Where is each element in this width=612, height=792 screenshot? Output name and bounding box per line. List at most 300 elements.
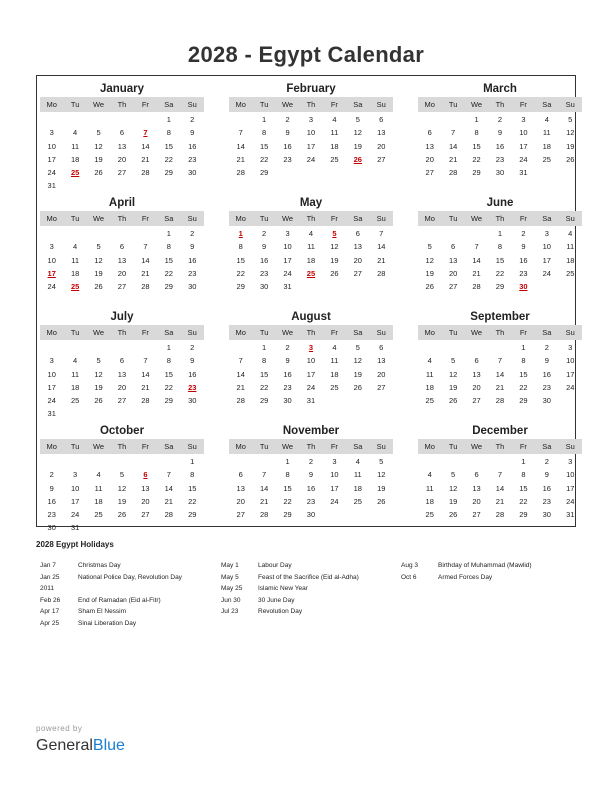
day-cell[interactable]: 24 <box>519 154 528 164</box>
day-cell[interactable]: 21 <box>448 154 458 164</box>
day-cell[interactable]: 12 <box>94 141 103 151</box>
day-cell[interactable]: 7 <box>166 470 171 480</box>
day-cell[interactable]: 8 <box>262 128 267 138</box>
day-cell[interactable]: 18 <box>70 382 80 392</box>
day-cell[interactable]: 12 <box>353 356 362 366</box>
day-cell[interactable]: 4 <box>355 457 360 466</box>
day-cell[interactable]: 29 <box>283 510 292 520</box>
day-cell[interactable]: 29 <box>259 168 269 178</box>
day-cell[interactable]: 8 <box>497 242 503 252</box>
day-cell[interactable]: 31 <box>283 282 292 292</box>
day-cell[interactable]: 30 <box>47 523 56 533</box>
day-cell[interactable]: 1 <box>238 229 243 238</box>
day-cell[interactable]: 19 <box>566 141 575 151</box>
day-cell[interactable]: 16 <box>542 369 551 379</box>
day-cell[interactable]: 29 <box>164 168 173 178</box>
day-cell[interactable]: 7 <box>497 356 503 366</box>
day-cell[interactable]: 23 <box>519 268 528 278</box>
day-cell[interactable]: 9 <box>544 470 549 480</box>
day-cell[interactable]: 28 <box>377 268 386 278</box>
day-cell[interactable]: 24 <box>306 154 316 164</box>
day-cell[interactable]: 30 <box>306 510 316 520</box>
day-cell[interactable]: 22 <box>236 268 245 278</box>
day-cell[interactable]: 1 <box>474 115 479 124</box>
day-cell[interactable]: 13 <box>377 128 386 138</box>
day-cell[interactable]: 20 <box>236 496 245 506</box>
day-cell[interactable]: 11 <box>425 369 434 379</box>
day-cell[interactable]: 5 <box>96 128 101 138</box>
day-cell[interactable]: 1 <box>285 457 290 466</box>
day-cell[interactable]: 10 <box>306 128 316 138</box>
day-cell[interactable]: 17 <box>70 496 80 506</box>
day-cell[interactable]: 16 <box>519 255 528 265</box>
day-cell[interactable]: 16 <box>542 483 551 493</box>
day-cell[interactable]: 17 <box>330 483 339 493</box>
day-cell[interactable]: 30 <box>188 396 197 406</box>
day-cell[interactable]: 14 <box>259 483 269 493</box>
day-cell[interactable]: 10 <box>70 483 80 493</box>
day-cell[interactable]: 12 <box>566 128 575 138</box>
day-cell[interactable]: 9 <box>544 356 549 366</box>
day-cell[interactable]: 10 <box>566 470 575 480</box>
day-cell[interactable]: 21 <box>141 154 150 164</box>
day-cell[interactable]: 15 <box>259 369 269 379</box>
day-cell[interactable]: 1 <box>262 343 267 352</box>
day-cell[interactable]: 9 <box>497 128 503 138</box>
day-cell[interactable]: 20 <box>117 268 127 278</box>
day-cell[interactable]: 11 <box>353 470 362 480</box>
day-cell[interactable]: 2 <box>49 470 54 480</box>
day-cell[interactable]: 6 <box>238 470 243 480</box>
day-cell[interactable]: 3 <box>49 242 54 252</box>
day-cell[interactable]: 16 <box>259 255 269 265</box>
day-cell[interactable]: 26 <box>94 396 103 406</box>
day-cell[interactable]: 12 <box>448 369 458 379</box>
day-cell[interactable]: 6 <box>427 128 432 138</box>
day-cell[interactable]: 5 <box>96 356 101 366</box>
day-cell[interactable]: 25 <box>70 396 80 406</box>
day-cell[interactable]: 6 <box>474 470 479 480</box>
day-cell[interactable]: 25 <box>94 510 103 520</box>
day-cell[interactable]: 12 <box>353 128 362 138</box>
day-cell[interactable]: 19 <box>94 154 103 164</box>
day-cell[interactable]: 24 <box>283 268 292 278</box>
day-cell[interactable]: 24 <box>330 496 339 506</box>
day-cell[interactable]: 7 <box>143 242 148 252</box>
day-cell[interactable]: 4 <box>96 470 101 480</box>
day-cell[interactable]: 3 <box>568 457 573 466</box>
day-cell[interactable]: 14 <box>141 141 150 151</box>
day-cell[interactable]: 6 <box>355 229 360 238</box>
day-cell[interactable]: 14 <box>236 369 245 379</box>
day-cell[interactable]: 12 <box>117 483 127 493</box>
day-cell[interactable]: 13 <box>236 483 245 493</box>
day-cell[interactable]: 24 <box>47 168 56 178</box>
day-cell[interactable]: 29 <box>164 396 173 406</box>
day-cell[interactable]: 27 <box>117 168 127 178</box>
day-cell[interactable]: 15 <box>164 255 173 265</box>
day-cell[interactable]: 21 <box>495 496 505 506</box>
day-cell[interactable]: 23 <box>283 154 292 164</box>
day-cell[interactable]: 26 <box>448 510 458 520</box>
day-cell[interactable]: 19 <box>94 268 103 278</box>
day-cell[interactable]: 20 <box>117 154 127 164</box>
day-cell[interactable]: 3 <box>544 229 549 238</box>
day-cell[interactable]: 19 <box>425 268 434 278</box>
day-cell[interactable]: 14 <box>377 242 386 252</box>
day-cell[interactable]: 27 <box>472 510 481 520</box>
day-cell[interactable]: 11 <box>566 242 575 252</box>
day-cell[interactable]: 2 <box>544 457 549 466</box>
day-cell[interactable]: 24 <box>70 510 80 520</box>
day-cell[interactable]: 5 <box>427 242 432 252</box>
day-cell[interactable]: 17 <box>306 369 316 379</box>
day-cell[interactable]: 28 <box>495 396 505 406</box>
day-cell[interactable]: 28 <box>472 282 481 292</box>
day-cell[interactable]: 24 <box>566 496 575 506</box>
day-cell[interactable]: 11 <box>71 369 80 379</box>
day-cell[interactable]: 25 <box>330 154 339 164</box>
day-cell[interactable]: 17 <box>519 141 528 151</box>
day-cell[interactable]: 27 <box>377 382 386 392</box>
day-cell[interactable]: 18 <box>70 268 80 278</box>
day-cell[interactable]: 24 <box>47 396 56 406</box>
day-cell[interactable]: 3 <box>49 356 54 366</box>
day-cell[interactable]: 30 <box>495 168 505 178</box>
day-cell[interactable]: 6 <box>379 115 384 124</box>
day-cell[interactable]: 1 <box>521 343 526 352</box>
day-cell[interactable]: 25 <box>330 382 339 392</box>
day-cell[interactable]: 22 <box>188 496 197 506</box>
day-cell[interactable]: 21 <box>259 496 269 506</box>
day-cell[interactable]: 4 <box>568 229 573 238</box>
day-cell[interactable]: 27 <box>353 268 362 278</box>
day-cell[interactable]: 21 <box>141 382 150 392</box>
day-cell[interactable]: 26 <box>117 510 127 520</box>
day-cell[interactable]: 27 <box>117 282 127 292</box>
day-cell[interactable]: 15 <box>164 369 173 379</box>
day-cell[interactable]: 9 <box>285 356 290 366</box>
day-cell[interactable]: 23 <box>188 154 197 164</box>
day-cell[interactable]: 14 <box>495 483 505 493</box>
day-cell[interactable]: 29 <box>259 396 269 406</box>
day-cell[interactable]: 19 <box>448 496 458 506</box>
day-cell[interactable]: 8 <box>521 356 526 366</box>
day-cell[interactable]: 26 <box>566 154 575 164</box>
day-cell[interactable]: 22 <box>472 154 481 164</box>
day-cell[interactable]: 28 <box>448 168 458 178</box>
day-cell[interactable]: 6 <box>143 470 148 480</box>
day-cell[interactable]: 29 <box>519 510 528 520</box>
day-cell[interactable]: 12 <box>425 255 434 265</box>
day-cell[interactable]: 30 <box>259 282 269 292</box>
day-cell[interactable]: 9 <box>521 242 526 252</box>
day-cell[interactable]: 1 <box>497 229 503 238</box>
day-cell[interactable]: 24 <box>542 268 551 278</box>
day-cell[interactable]: 15 <box>188 483 197 493</box>
day-cell[interactable]: 17 <box>47 268 56 278</box>
day-cell[interactable]: 2 <box>544 343 549 352</box>
day-cell[interactable]: 23 <box>188 382 197 392</box>
day-cell[interactable]: 9 <box>308 470 314 480</box>
day-cell[interactable]: 2 <box>308 457 314 466</box>
day-cell[interactable]: 17 <box>283 255 292 265</box>
day-cell[interactable]: 13 <box>448 255 458 265</box>
day-cell[interactable]: 3 <box>521 115 526 124</box>
day-cell[interactable]: 28 <box>236 396 245 406</box>
day-cell[interactable]: 3 <box>285 229 290 238</box>
day-cell[interactable]: 15 <box>495 255 505 265</box>
day-cell[interactable]: 17 <box>306 141 316 151</box>
day-cell[interactable]: 9 <box>190 242 195 252</box>
day-cell[interactable]: 18 <box>330 141 339 151</box>
day-cell[interactable]: 18 <box>425 382 434 392</box>
day-cell[interactable]: 4 <box>544 115 549 124</box>
day-cell[interactable]: 25 <box>353 496 362 506</box>
day-cell[interactable]: 14 <box>141 255 150 265</box>
day-cell[interactable]: 20 <box>425 154 434 164</box>
day-cell[interactable]: 1 <box>166 115 171 124</box>
day-cell[interactable]: 14 <box>236 141 245 151</box>
day-cell[interactable]: 18 <box>566 255 575 265</box>
day-cell[interactable]: 3 <box>308 343 314 352</box>
day-cell[interactable]: 8 <box>190 470 195 480</box>
day-cell[interactable]: 31 <box>519 168 528 178</box>
day-cell[interactable]: 2 <box>285 343 290 352</box>
day-cell[interactable]: 6 <box>119 356 125 366</box>
day-cell[interactable]: 21 <box>236 154 245 164</box>
day-cell[interactable]: 10 <box>47 141 56 151</box>
day-cell[interactable]: 26 <box>448 396 458 406</box>
day-cell[interactable]: 23 <box>306 496 316 506</box>
day-cell[interactable]: 7 <box>379 229 384 238</box>
day-cell[interactable]: 6 <box>451 242 456 252</box>
day-cell[interactable]: 10 <box>542 242 551 252</box>
day-cell[interactable]: 30 <box>188 168 197 178</box>
day-cell[interactable]: 10 <box>47 369 56 379</box>
day-cell[interactable]: 10 <box>566 356 575 366</box>
day-cell[interactable]: 7 <box>474 242 479 252</box>
day-cell[interactable]: 27 <box>472 396 481 406</box>
day-cell[interactable]: 3 <box>308 115 314 124</box>
day-cell[interactable]: 20 <box>377 141 386 151</box>
day-cell[interactable]: 1 <box>262 115 267 124</box>
day-cell[interactable]: 27 <box>448 282 458 292</box>
day-cell[interactable]: 16 <box>188 255 197 265</box>
day-cell[interactable]: 24 <box>47 282 56 292</box>
day-cell[interactable]: 9 <box>262 242 267 252</box>
day-cell[interactable]: 8 <box>166 356 171 366</box>
day-cell[interactable]: 19 <box>117 496 127 506</box>
day-cell[interactable]: 23 <box>495 154 505 164</box>
day-cell[interactable]: 6 <box>474 356 479 366</box>
day-cell[interactable]: 31 <box>70 523 80 533</box>
day-cell[interactable]: 26 <box>94 282 103 292</box>
day-cell[interactable]: 28 <box>495 510 505 520</box>
day-cell[interactable]: 23 <box>283 382 292 392</box>
day-cell[interactable]: 12 <box>94 369 103 379</box>
day-cell[interactable]: 12 <box>330 242 339 252</box>
day-cell[interactable]: 11 <box>542 128 551 138</box>
day-cell[interactable]: 5 <box>451 470 456 480</box>
day-cell[interactable]: 8 <box>238 242 243 252</box>
day-cell[interactable]: 16 <box>188 369 197 379</box>
day-cell[interactable]: 8 <box>166 128 171 138</box>
day-cell[interactable]: 11 <box>425 483 434 493</box>
day-cell[interactable]: 5 <box>355 115 360 124</box>
day-cell[interactable]: 24 <box>306 382 316 392</box>
day-cell[interactable]: 4 <box>73 128 78 138</box>
day-cell[interactable]: 18 <box>425 496 434 506</box>
day-cell[interactable]: 1 <box>190 457 195 466</box>
day-cell[interactable]: 2 <box>521 229 526 238</box>
day-cell[interactable]: 12 <box>377 470 386 480</box>
day-cell[interactable]: 16 <box>283 369 292 379</box>
day-cell[interactable]: 16 <box>188 141 197 151</box>
day-cell[interactable]: 31 <box>306 396 316 406</box>
day-cell[interactable]: 25 <box>566 268 575 278</box>
day-cell[interactable]: 18 <box>306 255 316 265</box>
day-cell[interactable]: 3 <box>332 457 337 466</box>
day-cell[interactable]: 5 <box>568 115 573 124</box>
day-cell[interactable]: 20 <box>472 382 481 392</box>
day-cell[interactable]: 7 <box>238 128 243 138</box>
day-cell[interactable]: 30 <box>283 396 292 406</box>
day-cell[interactable]: 12 <box>448 483 458 493</box>
day-cell[interactable]: 19 <box>448 382 458 392</box>
day-cell[interactable]: 30 <box>519 282 528 292</box>
day-cell[interactable]: 2 <box>190 115 195 124</box>
day-cell[interactable]: 25 <box>70 168 80 178</box>
day-cell[interactable]: 15 <box>519 483 528 493</box>
day-cell[interactable]: 29 <box>519 396 528 406</box>
day-cell[interactable]: 21 <box>495 382 505 392</box>
day-cell[interactable]: 17 <box>47 382 56 392</box>
day-cell[interactable]: 15 <box>519 369 528 379</box>
day-cell[interactable]: 1 <box>166 229 171 238</box>
day-cell[interactable]: 5 <box>451 356 456 366</box>
day-cell[interactable]: 27 <box>425 168 434 178</box>
day-cell[interactable]: 10 <box>306 356 316 366</box>
day-cell[interactable]: 27 <box>236 510 245 520</box>
day-cell[interactable]: 16 <box>47 496 56 506</box>
day-cell[interactable]: 16 <box>495 141 505 151</box>
day-cell[interactable]: 8 <box>285 470 290 480</box>
day-cell[interactable]: 29 <box>164 282 173 292</box>
day-cell[interactable]: 23 <box>542 496 551 506</box>
day-cell[interactable]: 10 <box>47 255 56 265</box>
day-cell[interactable]: 24 <box>566 382 575 392</box>
day-cell[interactable]: 13 <box>141 483 150 493</box>
day-cell[interactable]: 25 <box>306 268 316 278</box>
day-cell[interactable]: 14 <box>141 369 150 379</box>
day-cell[interactable]: 2 <box>190 229 195 238</box>
day-cell[interactable]: 1 <box>521 457 526 466</box>
day-cell[interactable]: 25 <box>425 510 434 520</box>
day-cell[interactable]: 14 <box>495 369 505 379</box>
day-cell[interactable]: 22 <box>519 382 528 392</box>
day-cell[interactable]: 13 <box>425 141 434 151</box>
day-cell[interactable]: 18 <box>542 141 551 151</box>
day-cell[interactable]: 19 <box>94 382 103 392</box>
day-cell[interactable]: 21 <box>164 496 173 506</box>
day-cell[interactable]: 13 <box>117 255 127 265</box>
day-cell[interactable]: 28 <box>141 396 150 406</box>
day-cell[interactable]: 4 <box>427 356 432 366</box>
day-cell[interactable]: 8 <box>474 128 479 138</box>
day-cell[interactable]: 13 <box>377 356 386 366</box>
day-cell[interactable]: 14 <box>472 255 481 265</box>
day-cell[interactable]: 17 <box>566 483 575 493</box>
day-cell[interactable]: 26 <box>353 154 362 164</box>
day-cell[interactable]: 19 <box>353 369 362 379</box>
day-cell[interactable]: 31 <box>47 409 56 419</box>
day-cell[interactable]: 18 <box>94 496 103 506</box>
day-cell[interactable]: 8 <box>521 470 526 480</box>
day-cell[interactable]: 23 <box>47 510 56 520</box>
day-cell[interactable]: 27 <box>377 154 386 164</box>
day-cell[interactable]: 28 <box>141 168 150 178</box>
day-cell[interactable]: 11 <box>330 128 339 138</box>
day-cell[interactable]: 9 <box>190 128 195 138</box>
day-cell[interactable]: 5 <box>96 242 101 252</box>
day-cell[interactable]: 22 <box>519 496 528 506</box>
day-cell[interactable]: 23 <box>259 268 269 278</box>
day-cell[interactable]: 6 <box>379 343 384 352</box>
day-cell[interactable]: 21 <box>377 255 386 265</box>
day-cell[interactable]: 30 <box>542 396 551 406</box>
day-cell[interactable]: 26 <box>94 168 103 178</box>
day-cell[interactable]: 19 <box>330 255 339 265</box>
day-cell[interactable]: 3 <box>49 128 54 138</box>
day-cell[interactable]: 22 <box>164 382 173 392</box>
day-cell[interactable]: 28 <box>141 282 150 292</box>
day-cell[interactable]: 23 <box>542 382 551 392</box>
day-cell[interactable]: 17 <box>542 255 551 265</box>
day-cell[interactable]: 25 <box>542 154 551 164</box>
day-cell[interactable]: 20 <box>141 496 150 506</box>
day-cell[interactable]: 2 <box>285 115 290 124</box>
day-cell[interactable]: 9 <box>190 356 195 366</box>
day-cell[interactable]: 18 <box>70 154 80 164</box>
day-cell[interactable]: 19 <box>377 483 386 493</box>
day-cell[interactable]: 13 <box>117 369 127 379</box>
day-cell[interactable]: 22 <box>495 268 505 278</box>
day-cell[interactable]: 14 <box>448 141 458 151</box>
day-cell[interactable]: 7 <box>497 470 503 480</box>
day-cell[interactable]: 7 <box>262 470 267 480</box>
day-cell[interactable]: 4 <box>332 115 337 124</box>
day-cell[interactable]: 22 <box>283 496 292 506</box>
day-cell[interactable]: 11 <box>307 242 315 252</box>
day-cell[interactable]: 9 <box>49 483 54 493</box>
day-cell[interactable]: 5 <box>355 343 360 352</box>
day-cell[interactable]: 5 <box>332 229 337 238</box>
day-cell[interactable]: 15 <box>236 255 245 265</box>
day-cell[interactable]: 29 <box>472 168 481 178</box>
brand-logo[interactable] <box>36 737 125 755</box>
day-cell[interactable]: 20 <box>117 382 127 392</box>
day-cell[interactable]: 6 <box>119 242 125 252</box>
day-cell[interactable]: 11 <box>330 356 339 366</box>
day-cell[interactable]: 28 <box>164 510 173 520</box>
day-cell[interactable]: 11 <box>71 141 80 151</box>
day-cell[interactable]: 17 <box>47 154 56 164</box>
day-cell[interactable]: 7 <box>238 356 243 366</box>
day-cell[interactable]: 28 <box>259 510 269 520</box>
day-cell[interactable]: 6 <box>119 128 125 138</box>
day-cell[interactable]: 23 <box>188 268 197 278</box>
